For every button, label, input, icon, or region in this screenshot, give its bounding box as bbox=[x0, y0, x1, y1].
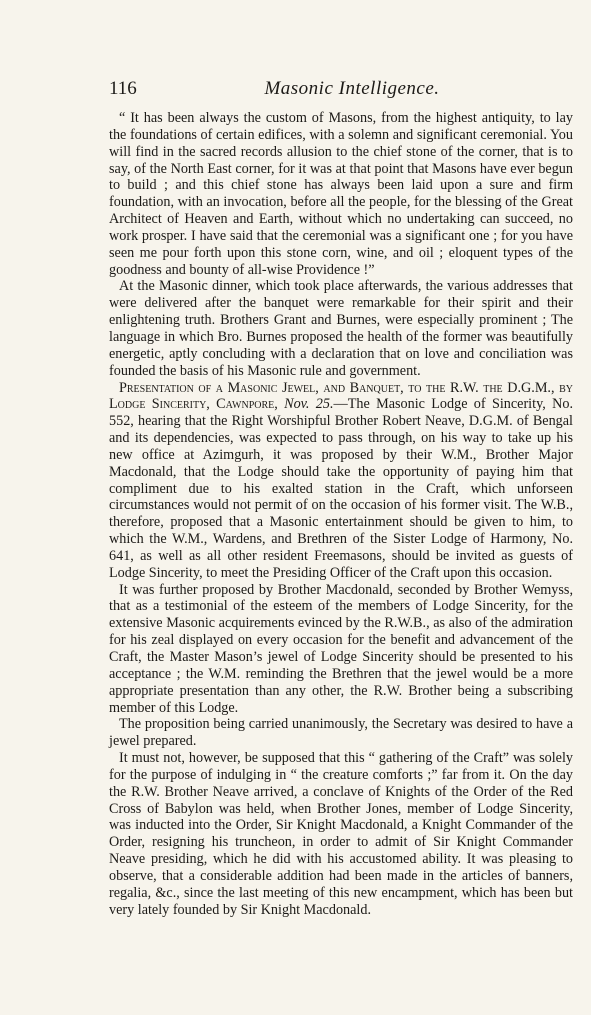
running-title: Masonic Intelligence. bbox=[264, 78, 440, 99]
section-heading: Presentation of a Masonic Jewel, and Banquet, to the R.W. the D.G.M., by Lodge Sincerity, Cawnpore, bbox=[109, 379, 573, 413]
section-date: Nov. 25. bbox=[284, 396, 334, 413]
paragraph-testimonial: It was further proposed by Brother Macdonald, seconded by Brother Wemyss, that as a testimonial of the esteem of the members of Lodge Sincerity, for the extensive Masonic acquirements evinced by the R.W.B., as also of the admiration for his zeal displayed on every occasion for the benefit and advancement of the Craft, the Master Mason’s jewel of Lodge Sincerity should be presented to his acceptance ; the W.M. reminding the Brethren that the jewel would be a more appropriate presentation than any other, the R.W. Brother being a subscribing member of this Lodge. bbox=[109, 581, 573, 716]
paragraph-presentation bbox=[109, 380, 573, 582]
paragraph-speech-quote: “ It has been always the custom of Masons, from the highest antiquity, to lay the foundations of certain edifices, with a solemn and significant ceremonial. You will find in the sacred records allusion to the chief stone of the corner, that is to say, of the North East corner, for it was at that point that Masons have ever begun to build ; and this chief stone has always been laid upon a sure and firm foundation, with an invocation, before all the people, for the blessing of the Great Architect of Heaven and Earth, without which no undertaking can succeed, no work prosper. I have said that the ceremonial was a significant one ; for you have seen me pour forth upon this stone corn, wine, and oil ; eloquent types of the goodness and bounty of all-wise Providence !” bbox=[109, 110, 573, 278]
page-header bbox=[109, 78, 573, 102]
article-body bbox=[109, 110, 573, 919]
paragraph-conclave: It must not, however, be supposed that this “ gathering of the Craft” was solely for the purpose of indulging in “ the creature comforts ;” far from it. On the day the R.W. Brother Neave arrived, a conclave of Knights of the Order of the Red Cross of Babylon was held, when Brother Jones, member of Lodge Sincerity, was inducted into the Order, Sir Knight Macdonald, a Knight Commander of the Order, resigning his truncheon, in order to admit of Sir Knight Commander Neave presiding, which he did with his accustomed ability. It was pleasing to observe, that a considerable addition had been made in the articles of banners, regalia, &c., since the last meeting of this new encampment, which has been but very lately founded by Sir Knight Macdonald. bbox=[109, 750, 573, 918]
paragraph-proposition: The proposition being carried unanimously, the Secretary was desired to have a jewel prepared. bbox=[109, 716, 573, 750]
paragraph-masonic-dinner: At the Masonic dinner, which took place afterwards, the various addresses that were delivered after the banquet were remarkable for their spirit and their enlightening truth. Brothers Grant and Burnes, were especially prominent ; The language in which Bro. Burnes proposed the health of the former was beautifully energetic, aptly concluding with a declaration that on love and conciliation was founded the basis of his Masonic rule and government. bbox=[109, 278, 573, 379]
page-number: 116 bbox=[109, 78, 137, 99]
section-text: —The Masonic Lodge of Sincerity, No. 552, hearing that the Right Worshipful Brother Robert Neave, D.G.M. of Bengal and its dependencies, was expected to pass through, on his way to take up his new office at Azimgurh, it was proposed by their W.M., Brother Major Macdonald, that the Lodge should take the opportunity of paying him that compliment due to his exalted station in the Craft, which unforseen circumstances would not permit of on the occasion of his former visit. The W.B., therefore, proposed that a Masonic entertainment should be given to him, to which the W.M., Wardens, and Brethren of the Sister Lodge of Harmony, No. 641, as well as all other resident Freemasons, should be invited as guests of Lodge Sincerity, to meet the Presiding Officer of the Craft upon this occasion. bbox=[109, 396, 573, 581]
